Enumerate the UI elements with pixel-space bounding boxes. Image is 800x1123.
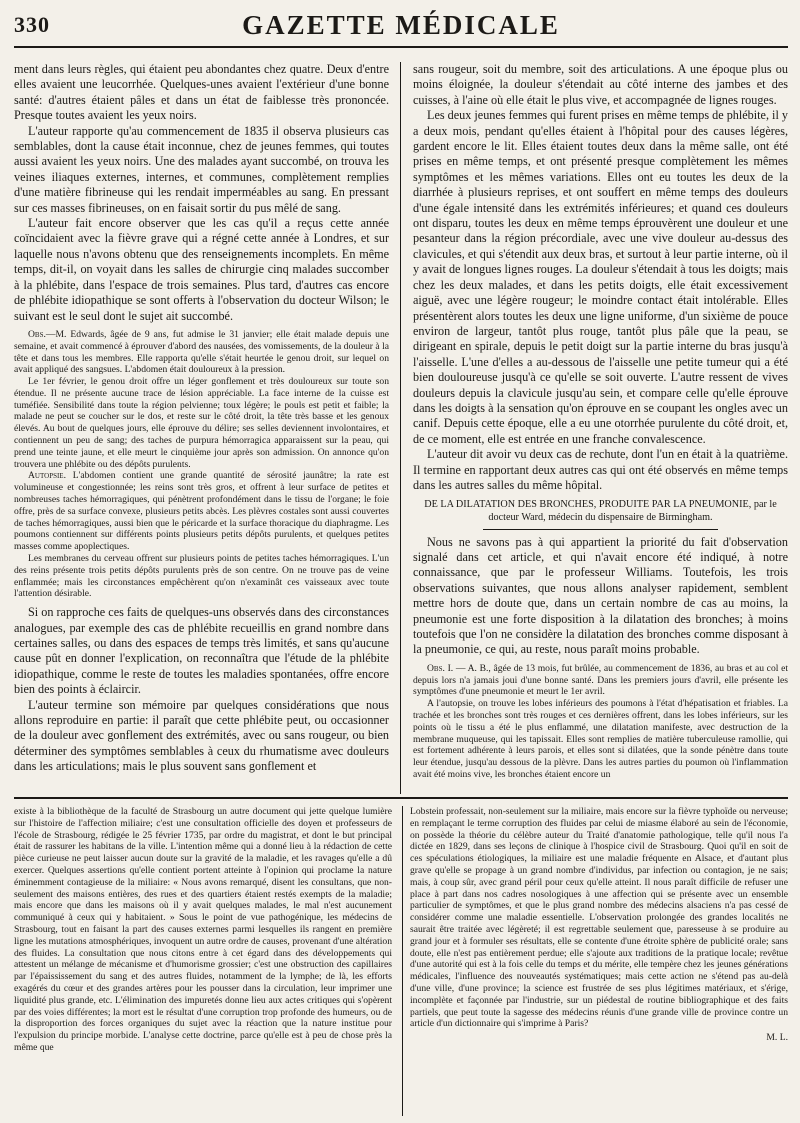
right-observation-label: Obs. I.	[427, 662, 454, 674]
autopsy-label: Autopsie.	[28, 470, 66, 482]
right-observation-text: — A. B., âgée de 13 mois, fut brûlée, au commencement de 1836, au bras et au col et depuis lors n'a jamais joui d'une bonne santé. Dans les premiers jours d'avril, elle présente les symptômes d'une pneumonie et meurt le 1er avril.	[413, 662, 788, 698]
page-number: 330	[14, 12, 50, 37]
left-paragraph-2: L'auteur rapporte qu'au commencement de 1835 il observa plusieurs cas semblables, dont la cause était inconnue, chez de jeunes femmes, qui toutes aussi avaient les yeux noirs. Une des malades ayant succombé, on trouva les veines iliaques externes, internes, et communes, complètement remplies d'une matière fibrineuse qui les rendait imperméables au sang. En pressant sur ces masses fibrineuses, on en faisait sortir du pus mêlé de sang.	[14, 123, 389, 215]
autopsy-text: L'abdomen contient une grande quantité de sérosité jaunâtre; la rate est volumineuse et congestionnée; les reins sont très gros, et offrent à leur surface de petites et nombreuses taches hémorragiques, qui pénètrent profondément dans le tissu de l'organe; le foie offre, près de sa surface convexe, plusieurs petits abcès. Les plèvres costales sont aussi couvertes de taches hémorragiques, aussi bien que le péricarde et la surface thoracique du diaphragme. Les poumons contiennent sur différents points plusieurs petits dépôts purulents, et quelques petites masses comme apoplectiques.	[14, 470, 389, 553]
observation-paragraph-2: Le 1er février, le genou droit offre un léger gonflement et très douloureux sur toute son étendue. Il ne présente aucune trace de lésion appréciable. La face interne de la cuisse est tuméfiée. Sensibilité dans toute la région pelvienne; toux légère; le pouls est petit et faible; la malade ne peut se coucher sur le dos, et reste sur le côté droit, la tête très basse et les genoux élevés. Au bout de quelques jours, elle éprouve du délire; ses selles deviennent involontaires, et contiennent un peu de sang; des taches de purpura hémorragica apparaissent sur la peau, qui prend une teinte jaune, et elle meurt le cinquième jour après son admission. On annonce qu'on trouvera une phlébite ou des dépôts purulents.	[14, 376, 389, 470]
section-separator	[14, 797, 788, 799]
author-signature: M. L.	[766, 1032, 788, 1044]
left-paragraph-1: ment dans leurs règles, qui étaient peu abondantes chez quatre. Deux d'entre elles avaient une leucorrhée. Quelques-unes avaient l'extérieur d'une bonne santé: d'autres étaient pâles et dans un état de faiblesse très prononcée. Presque toutes avaient les yeux noirs.	[14, 62, 389, 123]
autopsy-paragraph	[14, 470, 389, 553]
left-column	[14, 62, 389, 794]
article-title-rule	[483, 529, 718, 530]
right-column	[413, 62, 788, 794]
observation-label: Obs.	[28, 328, 46, 340]
autopsy-paragraph-2: Les membranes du cerveau offrent sur plusieurs points de petites taches hémorragiques. L'un des reins présente trois petits dépôts purulents près de son centre. On ne trouve pas de veine enflammée; mais les circonstances empêchèrent qu'on n'examinât ces vaisseaux avec toute l'attention désirable.	[14, 553, 389, 600]
bottom-left-paragraph: existe à la bibliothèque de la faculté de Strasbourg un autre document qui jette quelque lumière sur l'histoire de l'affection miliaire; c'est une consultation officielle des doyen et professeurs de l'école de Strasbourg, rédigée le 25 février 1735, par ordre du magistrat, et dont le but principal était de rassurer les habitans de la ville. L'intention même qui a donné lieu à la rédaction de cette pièce curieuse ne peut laisser aucun doute sur la gravité de la maladie, et les ravages qu'elle a dû exercer. Quelques assertions qu'elle contient portent atteinte à l'opinion qui proclame la nature éminemment contagieuse de la miliaire: « Nous avons remarqué, disent les consultans, que non-seulement des maisons entières, des rues et des quartiers étaient restés exempts de la maladie; mais encore que dans les maisons où il y avait quelques malades, le mal n'est aucunement communiqué à ceux qui y habitaient. » Sous le point de vue pathogénique, les médecins de Strasbourg, tout en faisant la part des causes externes parmi lesquelles ils rangent en première ligne les mutations atmosphériques, invoquent un autre ordre de causes, provenant d'une altération des fluides. La consultation que nous citons entre à cet égard dans des développements qui attestent un mélange de mécanisme et d'humorisme grossier; c'est une obstruction des capillaires par l'épaississement du sang et des autres fluides, notamment de la lymphe; de là, les efforts exagérés du cœur et des grandes artères pour les pousser dans la circulation, leur imprimer une liquidité plus grande, etc. L'élimination des impuretés donne lieu aux actes critiques qui s'opèrent par des voies différentes; la mort est le résultat d'une corruption trop profonde des humeurs, ou de la disproportion des forces organiques du sujet avec la réaction que la nature institue pour l'expulsion du principe morbide. L'analyse cette doctrine, parce qu'elle est à peu de chose près la même que	[14, 806, 392, 1053]
right-paragraph-2: Les deux jeunes femmes qui furent prises en même temps de phlébite, il y a deux mois, pendant qu'elles étaient à l'hôpital pour des causes légères, gardent encore le lit. Elles étaient toutes deux dans la même salle, ont été prises en même temps, et ont présenté presque complètement les mêmes symptômes et les mêmes variations. Elles ont eu toutes les deux de la diarrhée à plusieurs reprises, et ont souffert en même temps des douleurs d'une égale intensité dans les extrémités inférieures; et quand ces douleurs ont disparu, toutes les deux en même temps éprouvèrent une douleur et une pesanteur dans la région précordiale, avec une vive douleur au-dessus des clavicules, et qui s'étendit aux deux bras, et surtout à leur partie interne, où il y avait de longues lignes rouges. La douleur s'étendait à tous les doigts; mais chez les deux malades, et dans les petits doigts, elle était excessivement aiguë, avec une légère rougeur; le moindre contact était intolérable. Elles présentèrent alors toutes les deux une ligne uniforme, d'un sixième de pouce environ de largeur, tantôt plus rouge, tantôt plus pâle que la peau, se dirigeant en spirale, depuis le petit doigt sur la partie interne du bras jusqu'à l'aisselle. L'une d'elles a au-dessous de l'aisselle une petite tumeur qui a été bien douloureuse jusqu'à ce qu'elle se soit ouverte. L'autre ressent de vives douleurs depuis la clavicule jusqu'au sein, et compare celle qu'elle éprouve dans les doigts à la sensation qu'on éprouve en se coupant les ongles avec un canif. Depuis cette époque, elle a eu une otorrhée purulente du côté droit, et, de ce moment, elle est entrée en une franche convalescence.	[413, 108, 788, 446]
column-divider	[400, 62, 401, 794]
right-paragraph-1: sans rougeur, soit du membre, soit des articulations. A une époque plus ou moins éloignée, la douleur s'étendait au côté interne des jambes et des cuisses, à l'aine où elle était le plus vive, et accompagnée de lignes rouges.	[413, 62, 788, 107]
right-observation-paragraph-2: A l'autopsie, on trouve les lobes inférieurs des poumons à l'état d'hépatisation et friables. La trachée et les bronches sont très rouges et ces dernières offrent, dans les lobes inférieurs, sur les points où le tissu a été le plus enflammé, une dilatation manifeste, avec destruction de la membrane muqueuse, qui les tapissait. Elles sont remplies de matière tuberculeuse ramollie, qui est fortement adhérente à leurs parois, et elles sont si dilatées, que la sonde pénètre dans toute leur étendue, jusqu'au dessous de la plèvre. Dans les autres parties du poumon où l'inflammation avait été moins vive, les bronches étaient encore un	[413, 698, 788, 780]
upper-section	[14, 62, 788, 794]
right-paragraph-4: Nous ne savons pas à qui appartient la priorité du fait d'observation signalé dans cet article, et qui n'avait encore été indiqué, à notre connaissance, que par le professeur Williams. Toutefois, les trois observations suivantes, que nous allons analyser rapidement, semblent mettre hors de doute que, dans un certain nombre de cas au moins, la pneumonie est une forte disposition à la dilatation des bronches; à moins toutefois que l'on ne considère la dilatation des bronches comme disposant à la pneumonie, ce qui, au reste, nous paraît moins probable.	[413, 534, 788, 657]
right-observation-paragraph	[413, 663, 788, 698]
left-paragraph-3: L'auteur fait encore observer que les cas qu'il a reçus cette année coïncidaient avec la fièvre grave qui a régné cette année à Londres, et sur laquelle nous n'avons obtenu que des renseignements incomplets. En même temps, dit-il, on voyait dans les salles de chirurgie cinq malades succomber à la phlébite, dans l'espace de trois semaines. Plus tard, d'autres cas encore de phlébite idiopathique se sont offerts à l'observation du docteur Wilson; le suivant est le seul dont le sujet ait succombé.	[14, 216, 389, 323]
observation-paragraph	[14, 329, 389, 376]
bottom-right-column	[410, 806, 788, 1116]
journal-title: GAZETTE MÉDICALE	[242, 10, 560, 40]
left-paragraph-5: L'auteur termine son mémoire par quelques considérations que nous allons reproduire en partie: il paraît que cette phlébite peut, ou occasionner de la douleur avec gonflement des extrémités, avec ou sans rougeur, ou bien déterminer des symptômes semblables à ceux du rhumatisme avec douleurs dans les articulations; mais le plus souvent sans gonflement et	[14, 697, 389, 774]
article-title: DE LA DILATATION DES BRONCHES, PRODUITE PAR LA PNEUMONIE, par le docteur Ward, médecin du dispensaire de Birmingham.	[424, 499, 777, 523]
page-header	[14, 10, 788, 48]
bottom-left-column	[14, 806, 392, 1116]
lower-section	[14, 806, 788, 1116]
observation-text: —M. Edwards, âgée de 9 ans, fut admise le 31 janvier; elle était malade depuis une semaine, et avait commencé à éprouver d'abord des nausées, des vomissements, de la douleur à la tête et dans tous les membres. Elle rapporta qu'elle s'était heurtée le genou droit, sur lequel on avait appliqué des sangsues. L'abdomen était douloureux à la pression.	[14, 328, 389, 376]
right-paragraph-3: L'auteur dit avoir vu deux cas de rechute, dont l'un en était à la quatrième. Il termine en rapportant deux autres cas qui ont été observés en même temps dans les autres salles du même hôpital.	[413, 447, 788, 492]
bottom-column-divider	[402, 806, 403, 1116]
bottom-right-paragraph: Lobstein professait, non-seulement sur la miliaire, mais encore sur la fièvre typhoïde ou nerveuse; en remplaçant le terme corruption des fluides par celui de miasme élaboré au sein de l'économie, on possède la théorie du célèbre auteur du Traité d'anatomie pathologique, telle qu'il nous l'a dictée en 1829, dans ses leçons de clinique à l'hospice civil de Strasbourg. Quoi qu'il en soit de ces spéculations étiologiques, la miliaire est une maladie fréquente en Alsace, et d'autant plus grave qu'elle se propage à un grand nombre d'individus, par infection ou contagion, je ne sais; mais, à coup sûr, avec grand péril pour ceux qu'elle atteint. Il nous paraît difficile de refuser une place à part dans nos cadres nosologiques à une affection qui se présente avec un ensemble particulier de symptômes, et que le plus grand nombre des médecins alsaciens n'a pas cessé de considérer comme une maladie essentielle. L'observation prolongée des grandes localités ne saurait être traitée avec légèreté; il est regrettable seulement que, paresseuse à se produire au grand jour et à formuler ses résultats, elle se contente d'une étroite sphère de publicité orale; sans doute, elle n'est pas entièrement perdue; elle s'ajoute aux traditions de la pratique locale; revêtue d'une autorité qui est à la fois celle du temps et du mérite, elle tempère chez les jeunes générations médicales, l'influence des nouveautés systématiques; mais cette action ne s'étend pas au-delà d'une ville, d'une province; la science est frustrée de ses plus légitimes matériaux, et s'érige, incomplète et façonnée par l'industrie, sur un piédestal de routine bibliographique et des faits partiels, que peut toute la sagesse des médecins réunis d'une grande ville de province contre un article d'un dictionnaire qui s'imprime à Paris?	[410, 806, 788, 1030]
left-paragraph-4: Si on rapproche ces faits de quelques-uns observés dans des circonstances analogues, par exemple des cas de phlébite recueillis en grand nombre dans certaines salles, ou dans des espaces de temps très limités, et sans qu'aucune cause pût en donner l'explication, on reconnaîtra que l'étude de la phlébite idiopathique, comme le reste de toutes les maladies spontanées, offre encore bien des points à éclaircir.	[14, 605, 389, 697]
